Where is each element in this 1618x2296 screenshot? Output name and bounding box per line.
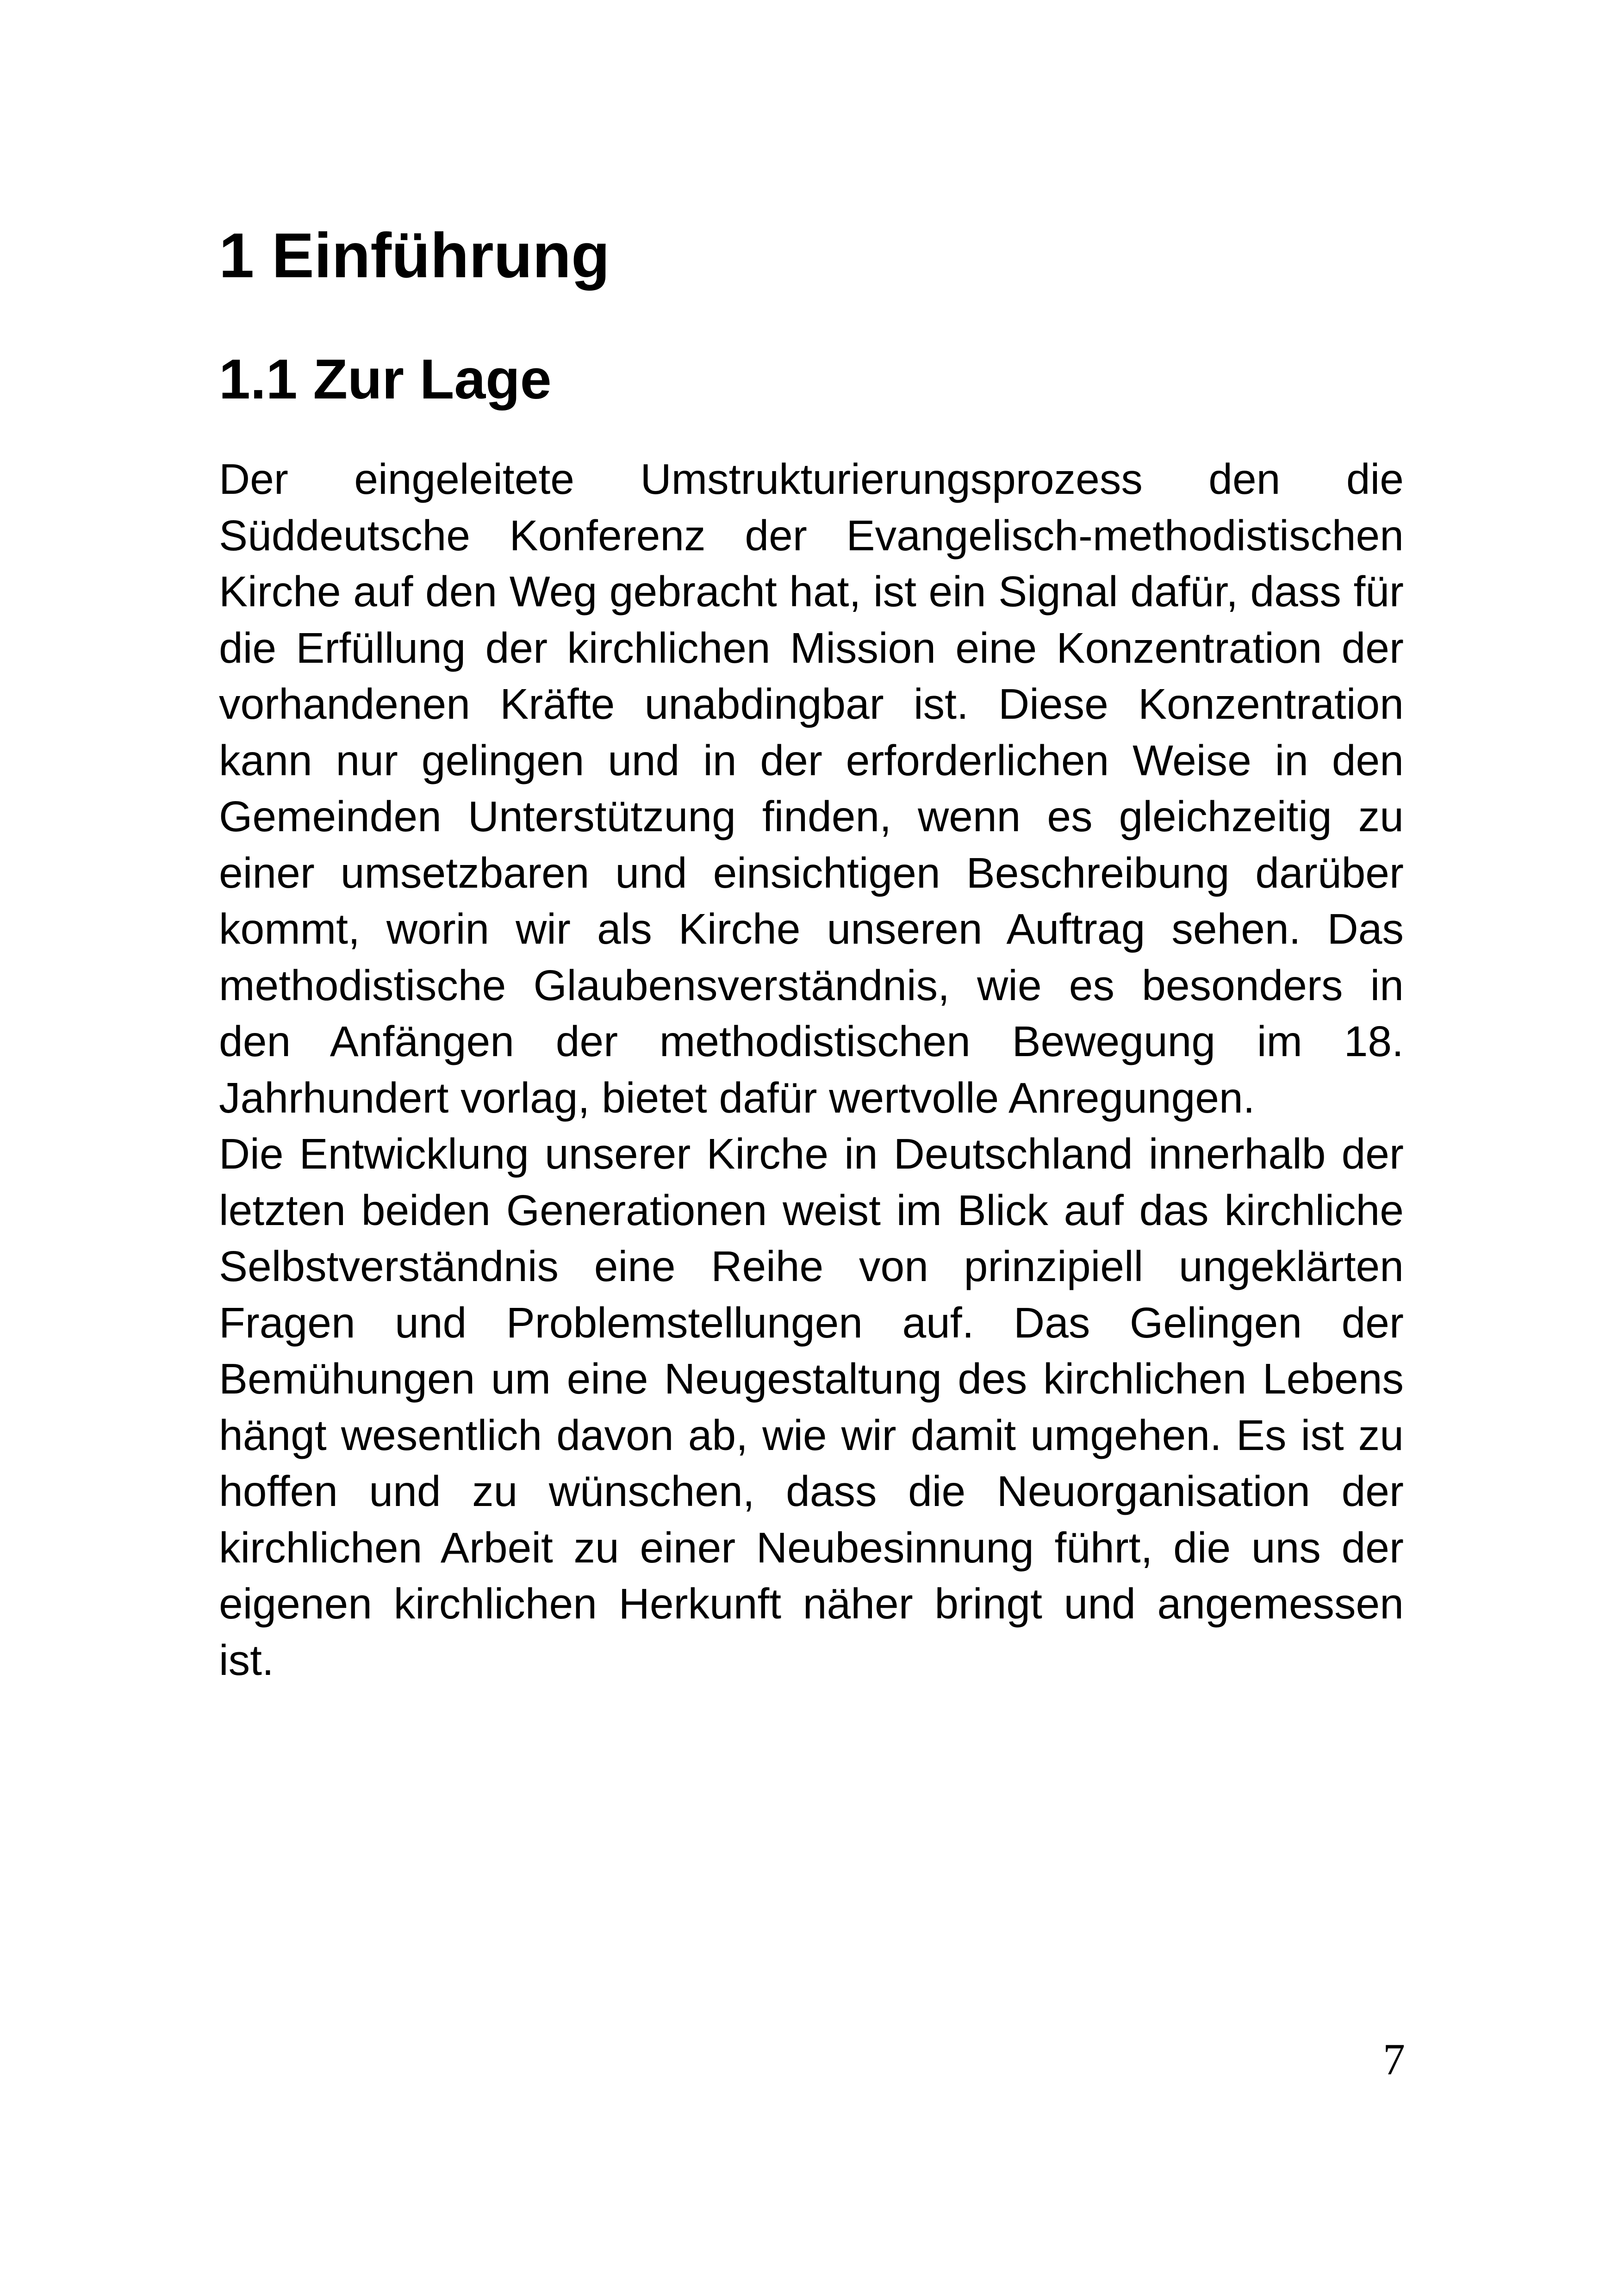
section-heading: 1.1 Zur Lage	[219, 348, 552, 411]
body-text	[219, 451, 1404, 1688]
paragraph-1: Der eingeleitete Umstrukturierungsprozess den die Süddeutsche Konferenz der Evangelisch-methodistischen Kirche auf den Weg gebracht hat, ist ein Signal dafür, dass für die Erfüllung der kirchlichen Mission eine Konzentration der vorhandenen Kräfte unabdingbar ist. Diese Konzentration kann nur gelingen und in der erforderlichen Weise in den Gemeinden Unterstützung finden, wenn es gleichzeitig zu einer umsetzbaren und einsichtigen Beschreibung darüber kommt, worin wir als Kirche unseren Auftrag sehen. Das methodistische Glaubensverständnis, wie es besonders in den Anfängen der methodistischen Bewegung im 18. Jahrhundert vorlag, bietet dafür wertvolle Anregungen.	[219, 455, 1404, 1122]
page-content	[219, 211, 1404, 1688]
page-number: 7	[1383, 2035, 1405, 2084]
chapter-heading: 1 Einführung	[219, 220, 610, 291]
paragraph-2: Die Entwicklung unserer Kirche in Deutschland innerhalb der letzten beiden Generationen weist im Blick auf das kirchliche Selbstverständnis eine Reihe von prinzipiell ungeklärten Fragen und Problemstellungen auf. Das Gelingen der Bemühungen um eine Neugestaltung des kirchlichen Lebens hängt wesentlich davon ab, wie wir damit umgehen. Es ist zu hoffen und zu wünschen, dass die Neuorganisation der kirchlichen Arbeit zu einer Neubesinnung führt, die uns der eigenen kirchlichen Herkunft näher bringt und angemessen ist.	[219, 1130, 1404, 1684]
